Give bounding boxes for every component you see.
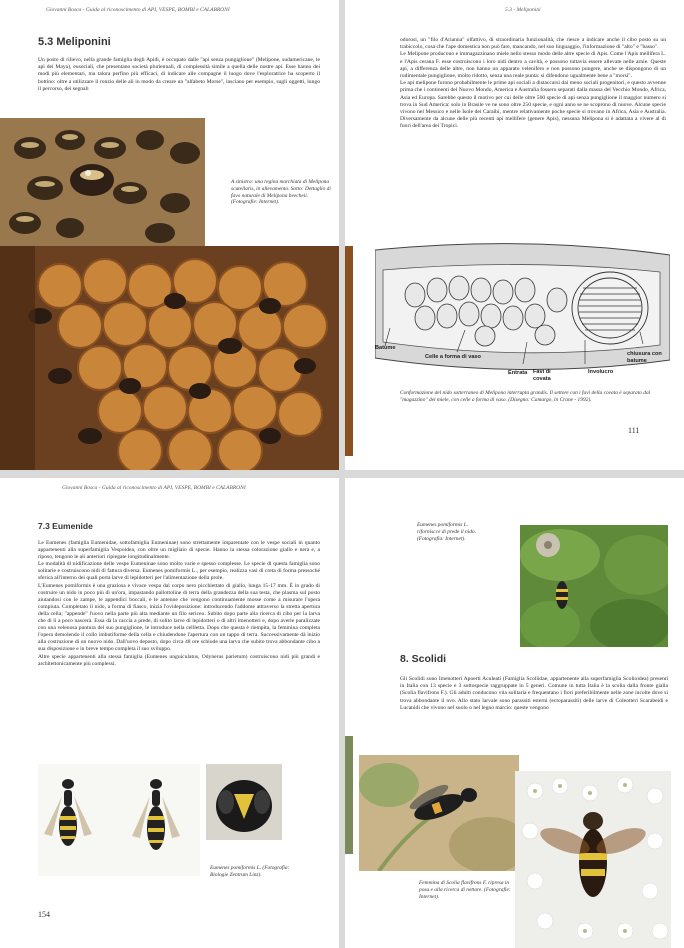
page-number: 154 <box>38 910 50 919</box>
page-eumenide <box>0 478 339 948</box>
body-text <box>38 57 320 93</box>
paragraph: Le Eumenes (famiglia Eumenidae, sottofamiglia Eumeninae) sono strettamente imparentate con le vespe sociali in quanto appartenenti alla superfamiglia Vespoidea, con oltre un migliaio di specie. Hanno la stessa colorazione giallo e nera e, a riposo, tengono le ali anteriori ripiegate longitudinalmente. <box>38 540 320 561</box>
photo-edge-strip <box>345 246 353 456</box>
photo-melipona-queen <box>0 118 205 246</box>
running-header: Giovanni Bosca - Guida al riconoscimento di API, VESPE, BOMBI e CALABRONI <box>62 485 246 491</box>
page-meliponini-right <box>345 0 684 470</box>
paragraph: Altre specie appartenenti alla stessa famiglia (Eumenes unguiculatus, Odynerus parietum) costruiscono nidi più grandi e architettonicamente più complessi. <box>38 653 320 667</box>
page-meliponini-left <box>0 0 339 470</box>
photo-caption: A sinistra: una regina marchiata di Melipona scutellaris, in allevamento. Sotto: Dettaglio di favo naturale di Melipona beecheii. (Fotografie: Internet). <box>231 179 331 206</box>
label-celle: Celle a forma di vaso <box>425 354 481 360</box>
section-title: 8. Scolidi <box>400 653 447 665</box>
paragraph: Un posto di rilievo, nella grande famiglia degli Apidi, è occupato dalle "api senza pungiglione" (Melipone, sudamericane, le api dei Maya), eusociali, che presentano società pluriennali, di complessità simile a quella delle nostre api. Esse hanno dei modi più elementari, ma talora perfino più efficaci, di indicare alle compagne il luogo dove l'esploratrice ha scoperto il bottino: oltre a utilizzare il ronzio delle ali in modo da creare un "alfabeto Morse", lasciano per esempio, sugli oggetti, lungo il percorso, dei segnali <box>38 57 320 92</box>
nest-diagram <box>375 240 670 385</box>
paragraph: L'Eumenes pomiformis è una graziosa e vivace vespa dal corpo nero picchiettato di giallo, lunga 15-17 mm. È in grado di costruire un nido in poco più di un'ora, impastando pallottoline di terra della grandezza della sua testa, che plasma sul posto aiutandosi con le zampe, le appendici boccali, e le antenne che vengono continuamente mosse come a misurare l'opera compiuta. Completato il nido, a forma di fiasco, inizia l'ovideposizione: introducendo l'addome attraverso la stretta apertura della cella; "appende" l'uovo nella parte più alta mediante un filo sericeo. Subito dopo parte alla ricerca di cibo per la larva che di lì a poco nascerà. Essa dà la caccia a prede, di solito larve di lepidotteri o di altri imenotteri e, dopo averle paralizzate con una velenosa puntura del suo pungiglione, le introduce nella cellletta. Dopo che questa è riempita, la femmina completa l'opera demolendo il collo imbutiforme della cella e chiudendone l'apertura con un tappo di terra. Successivamente dà inizio alla costruzione di un nuovo nido. Dall'uovo deposto, dopo circa 48 ore schiude una larva che subito trova abbondante cibo a sua disposizione e in breve tempo completa il suo sviluppo. <box>38 582 320 653</box>
section-title: 7.3 Eumenide <box>38 521 93 531</box>
running-header: 5.3 - Meliponini <box>505 7 541 13</box>
label-chiusura: chiusura con batume <box>627 351 662 364</box>
photo-scolia-white-flowers <box>515 771 671 948</box>
body-text <box>400 37 666 131</box>
body-text <box>38 540 320 668</box>
photo-melipona-comb <box>0 246 339 470</box>
photo-caption: Eumenes pomiformis L. (Fotografia: Biologie Zentrum Linz). <box>210 865 290 878</box>
photo-eumenes-nest <box>520 525 668 647</box>
photo-caption-top: Eumenes pomiformis L. riforniscce di prede il nido. (Fotografia: Internet). <box>417 522 476 542</box>
body-text <box>400 676 668 712</box>
photo-eumenes-head <box>206 764 282 840</box>
photo-eumenes-specimens <box>38 764 200 876</box>
page-number: 111 <box>628 426 640 435</box>
paragraph: Gli Scolidi sono Imenotteri Apoerti Aculeati (Famiglia Scoliidae, appartenente alla superfamiglia Scolioidea) presenti in Italia con 13 specie e 3 sottospecie raggruppate in 5 generi. Comune in tutta Italia è la scolia dalla fronte gialla (Scolia flavifrons F.). Gli adulti conducono vita solitaria e frequentano i fiori preferibilmente nelle zone incolte dove si trova abbondante il nvo. Allo stato larvale sono parassiti esterni (ectoparassiti) delle larve di Coleotteri Scarabeidi e Lucanidi che vivono nel suolo o nel legno marcio: queste vengono <box>400 676 668 711</box>
label-entrata: Entrata <box>508 370 528 376</box>
running-header: Giovanni Bosca - Guida al riconoscimento di API, VESPE, BOMBI e CALABRONI <box>46 7 230 13</box>
photo-edge-strip <box>345 736 353 854</box>
label-involucro: Involucro <box>588 369 614 375</box>
photo-scolia-flower <box>359 755 519 871</box>
diagram-caption: Conformazione del nido sotterraneo di Melipona interrupta grandis. Il settore con i favi della covata è separato dal "magazzino" del miele, con celle a forma di vaso. (Disegno: Camargo, in Crane - 1992). <box>400 390 651 403</box>
paragraph: odorosi, un "filo d'Arianna" olfattivo, di straordinaria funzionalità, che riesce a indicare anche il cibo posto su un trabiccolo, cosa che l'ape domestica non può fare, mancando, nel suo linguaggio, l'informazione di "alto" e "basso". <box>400 37 666 51</box>
page-scolidi <box>345 478 684 948</box>
photo-caption-bottom: Femmina di Scolia flavifrons F. ripresa in posa e alla ricerca di nettare. (Fotografie: Internet). <box>419 880 511 900</box>
label-batume: Batume <box>375 345 396 351</box>
paragraph: Le Melipone producono e immagazzinano miele nello stesso modo delle altre specie di Apis. Come l'Apis mellifera L. e l'Apis cerana F. esse costruiscono i loro nidi dentro a cavità, e possono tuttavia essere allevate nelle arnie. Queste api, a differenza delle altre, non hanno un apparato velenifero e non possono pungere, anche se dispongono di un rudimentale pungiglione, molto ridotto, senza una reale punta: si difendono ugualmente bene a "morsi". <box>400 51 666 80</box>
label-favi: Favi di covata <box>533 369 551 382</box>
paragraph: Le modalità di nidificazione delle vespe Eumeninae sono molto varie e spesso complesse. Le specie di questa famiglia sono solitarie e costruiscono nidi di fattura diversa. Eumenes pomiformis L., per esempio, realizza vasi di creta di forma pressoché sferica all'interno dei quali porta larve di lepidotteri per l'alimentazione della prole. <box>38 561 320 582</box>
section-title: 5.3 Meliponini <box>38 36 111 48</box>
paragraph: Le api melipone furono probabilmente le prime api sociali a distaccarsi dai meno sociali progenitori, e questo avvenne prima che i continenti del Nuovo Mondo, America e Australia fossero separati dalla massa del Vecchio Mondo, Africa, Asia ed Europa. Sarebbe questo il motivo per cui delle oltre 500 specie di api senza pungiglione il maggior numero si trova in Sud America: solo in Brasile ve ne sono oltre 250 specie, e ogni anno se ne scoprono di nuove. Alcune specie vivono nel Messico e nelle Isole dei Caraibi, mentre relativamente poche specie si trovano in Africa, Asia e Australia. Diversamente da alcune delle più recenti api mellifere (genere Apis), nessuna Melipona si è adattata a vivere al di fuori dell'area dei Tropici. <box>400 80 666 130</box>
